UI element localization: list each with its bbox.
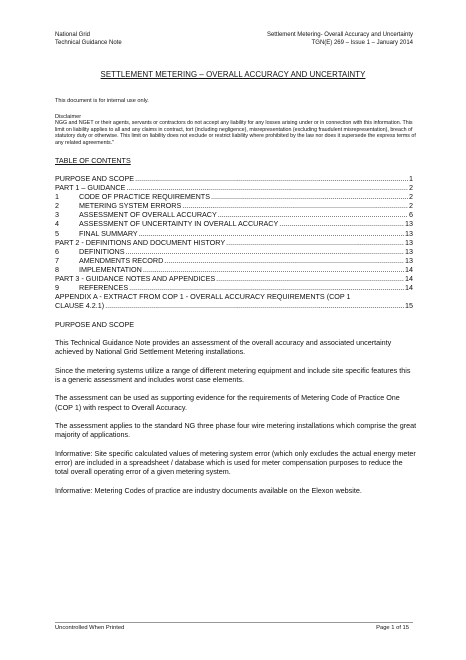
toc-leader — [143, 265, 404, 274]
toc-entry-page: 2 — [409, 183, 413, 193]
toc-entry-title: REFERENCES — [79, 283, 129, 293]
toc-entry-title: PART 1 – GUIDANCE — [55, 183, 126, 193]
toc-entry[interactable] — [55, 229, 413, 238]
toc-entry-page: 13 — [405, 246, 413, 256]
toc-entry[interactable] — [55, 247, 413, 256]
internal-use-note: This document is for internal use only. — [55, 98, 149, 104]
toc-entry[interactable] — [55, 210, 413, 219]
toc-leader — [211, 192, 408, 201]
paragraph: The assessment can be used as supporting evidence for the requirements of Metering Code of Practice One (COP 1) with respect to Overall Accuracy. — [55, 393, 400, 412]
paragraph: Informative: Metering Codes of practice are industry documents available on the Elexon website. — [55, 485, 362, 495]
toc-heading: TABLE OF CONTENTS — [55, 156, 131, 165]
paragraph: Informative: Site specific calculated values of metering system error (which only excludes the actual energy meter error) are included in a spreadsheet / database which is used for meter compensation purposes to reduce the total overall operating error of a given metering system. — [55, 448, 416, 477]
disclaimer-body: NGG and NGET or their agents, servants or contractors do not accept any liability for any losses arising under or in connection with this information. This limit on liability applies to all and any claims in contract, tort (including negligence), misrepresentation (excluding fraudulent misrepresentation), breach of statutory duty or otherwise. This limit on liability does not exclude or restrict liability where prohibited by the law nor does it supersede the express terms of any related agreements." — [55, 120, 416, 146]
footer-status: Uncontrolled When Printed — [55, 625, 125, 631]
toc-leader — [164, 256, 404, 265]
toc-entry[interactable] — [55, 174, 413, 183]
toc-entry[interactable] — [55, 238, 413, 247]
toc-leader — [105, 301, 404, 310]
toc-entry-number: 6 — [55, 246, 59, 256]
toc-entry-number: 5 — [55, 228, 59, 238]
toc-entry[interactable] — [55, 256, 413, 265]
paragraph: The assessment applies to the standard NG three phase four wire metering installations which comprise the great majority of applications. — [55, 421, 417, 440]
header-doc-title: Settlement Metering- Overall Accuracy and Uncertainty — [266, 32, 413, 38]
header-doc-type: Technical Guidance Note — [55, 40, 122, 46]
toc-entry-title: PART 2 - DEFINITIONS AND DOCUMENT HISTORY — [55, 237, 226, 247]
toc-leader — [135, 174, 408, 183]
header-doc-ref: TGN(E) 269 – Issue 1 – January 2014 — [311, 40, 413, 46]
toc-entry-title: METERING SYSTEM ERRORS — [79, 201, 182, 211]
toc-entry-page: 13 — [405, 237, 413, 247]
toc-entry-title: IMPLEMENTATION — [79, 264, 142, 274]
toc-entry[interactable] — [55, 219, 413, 228]
table-of-contents — [55, 174, 413, 310]
toc-entry-title: ASSESSMENT OF OVERALL ACCURACY — [79, 210, 217, 220]
toc-appendix-title-line1: APPENDIX A - EXTRACT FROM COP 1 - OVERALL ACCURACY REQUIREMENTS (COP 1 — [55, 292, 351, 302]
toc-leader — [226, 238, 404, 247]
toc-entry-number: 4 — [55, 219, 59, 229]
toc-entry-page: 14 — [405, 274, 413, 284]
toc-leader — [182, 201, 408, 210]
toc-entry[interactable] — [55, 183, 413, 192]
toc-entry-page: 13 — [405, 228, 413, 238]
toc-leader — [279, 219, 404, 228]
toc-entry-number: 8 — [55, 264, 59, 274]
toc-leader — [129, 283, 404, 292]
toc-entry-number: 3 — [55, 210, 59, 220]
toc-entry-page: 2 — [409, 201, 413, 211]
toc-leader — [126, 247, 404, 256]
toc-leader — [139, 229, 404, 238]
toc-entry-appendix[interactable] — [55, 292, 413, 310]
toc-entry[interactable] — [55, 201, 413, 210]
toc-entry-number: 1 — [55, 192, 59, 202]
toc-entry-title: CODE OF PRACTICE REQUIREMENTS — [79, 192, 210, 202]
page-header-left — [55, 31, 122, 47]
toc-entry-number: 7 — [55, 255, 59, 265]
document-title: SETTLEMENT METERING – OVERALL ACCURACY AND UNCERTAINTY — [100, 70, 366, 79]
toc-entry-number: 2 — [55, 201, 59, 211]
toc-appendix-title-line2: CLAUSE 4.2.1) — [55, 301, 105, 311]
paragraph: Since the metering systems utilize a range of different metering equipment and include site specific features this is a generic assessment and includes worst case elements. — [55, 365, 411, 384]
toc-entry-title: AMENDMENTS RECORD — [79, 255, 164, 265]
toc-entry-title: PURPOSE AND SCOPE — [55, 174, 135, 183]
toc-entry[interactable] — [55, 283, 413, 292]
toc-entry[interactable] — [55, 192, 413, 201]
toc-entry-page: 13 — [405, 219, 413, 229]
toc-entry-title: FINAL SUMMARY — [79, 228, 138, 238]
toc-entry[interactable] — [55, 265, 413, 274]
footer-divider — [55, 622, 413, 623]
section-body — [55, 338, 417, 504]
toc-leader — [126, 183, 408, 192]
toc-entry-page: 14 — [405, 283, 413, 293]
paragraph: This Technical Guidance Note provides an assessment of the overall accuracy and associated uncertainty achieved by National Grid Settlement Metering installations. — [55, 338, 392, 357]
toc-entry-page: 2 — [409, 192, 413, 202]
toc-entry-page: 13 — [405, 255, 413, 265]
disclaimer-heading: Disclaimer — [55, 114, 82, 120]
page-number: Page 1 of 15 — [376, 625, 409, 631]
toc-entry-title: PART 3 - GUIDANCE NOTES AND APPENDICES — [55, 274, 216, 284]
toc-leader — [216, 274, 404, 283]
section-heading: PURPOSE AND SCOPE — [55, 320, 135, 329]
toc-entry-title: DEFINITIONS — [79, 246, 125, 256]
toc-leader — [218, 210, 408, 219]
toc-entry-page: 6 — [409, 210, 413, 220]
toc-entry-page: 1 — [409, 174, 413, 183]
toc-entry-number: 9 — [55, 283, 59, 293]
header-org: National Grid — [55, 32, 91, 38]
toc-entry-page: 14 — [405, 264, 413, 274]
page-header-right — [267, 31, 413, 47]
toc-entry-page: 15 — [405, 301, 413, 311]
toc-entry-title: ASSESSMENT OF UNCERTAINTY IN OVERALL ACCURACY — [79, 219, 279, 229]
toc-entry[interactable] — [55, 274, 413, 283]
